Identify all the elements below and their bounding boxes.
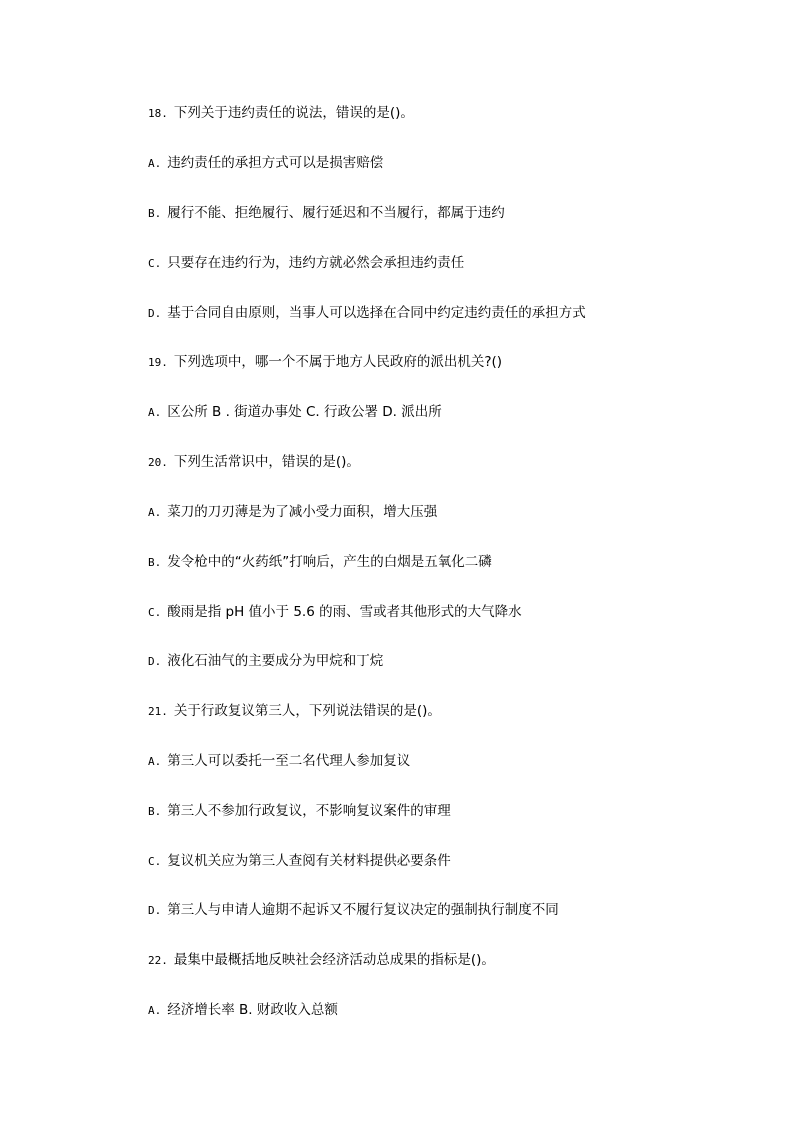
option-label: C. xyxy=(148,606,162,619)
option-text: 经济增长率 B. 财政收入总额 xyxy=(167,1002,338,1018)
option-text: 第三人与申请人逾期不起诉又不履行复议决定的强制执行制度不同 xyxy=(167,902,559,918)
option-20-c xyxy=(148,602,522,622)
options-19 xyxy=(148,402,442,422)
option-21-c xyxy=(148,851,451,871)
option-text: 复议机关应为第三人查阅有关材料提供必要条件 xyxy=(167,853,451,869)
option-18-c xyxy=(148,253,464,273)
line-text: 下列生活常识中，错误的是()。 xyxy=(173,454,360,470)
question-22 xyxy=(148,950,495,970)
option-label: B. xyxy=(148,556,162,569)
option-21-a xyxy=(148,751,410,771)
question-19 xyxy=(148,352,502,372)
option-label: A. xyxy=(148,1004,162,1017)
option-21-b xyxy=(148,801,451,821)
option-text: 第三人不参加行政复议，不影响复议案件的审理 xyxy=(167,803,451,819)
option-text: 违约责任的承担方式可以是损害赔偿 xyxy=(167,155,384,171)
option-text: 履行不能、拒绝履行、履行延迟和不当履行，都属于违约 xyxy=(167,205,505,221)
option-20-d xyxy=(148,651,383,671)
option-18-d xyxy=(148,303,586,323)
option-label: C. xyxy=(148,855,162,868)
option-text: 第三人可以委托一至二名代理人参加复议 xyxy=(167,753,411,769)
line-number: 22. xyxy=(148,954,168,967)
option-label: A. xyxy=(148,506,162,519)
option-18-b xyxy=(148,203,505,223)
line-text: 关于行政复议第三人，下列说法错误的是()。 xyxy=(173,703,441,719)
option-text: 基于合同自由原则，当事人可以选择在合同中约定违约责任的承担方式 xyxy=(167,305,586,321)
question-21 xyxy=(148,701,441,721)
option-label: D. xyxy=(148,307,162,320)
option-label: D. xyxy=(148,655,162,668)
option-label: A. xyxy=(148,406,162,419)
option-label: C. xyxy=(148,257,162,270)
question-20 xyxy=(148,452,360,472)
option-label: A. xyxy=(148,157,162,170)
option-text: 区公所 B . 街道办事处 C. 行政公署 D. 派出所 xyxy=(167,404,442,420)
option-label: B. xyxy=(148,805,162,818)
option-label: A. xyxy=(148,755,162,768)
option-text: 发令枪中的“火药纸”打响后，产生的白烟是五氧化二磷 xyxy=(167,554,492,570)
option-label: D. xyxy=(148,904,162,917)
line-text: 最集中最概括地反映社会经济活动总成果的指标是()。 xyxy=(173,952,495,968)
option-18-a xyxy=(148,153,383,173)
line-number: 20. xyxy=(148,456,168,469)
line-text: 下列关于违约责任的说法，错误的是()。 xyxy=(173,105,414,121)
option-text: 菜刀的刀刃薄是为了减小受力面积，增大压强 xyxy=(167,504,438,520)
line-text: 下列选项中，哪一个不属于地方人民政府的派出机关?() xyxy=(173,354,503,370)
options-22 xyxy=(148,1000,338,1020)
option-label: B. xyxy=(148,207,162,220)
line-number: 19. xyxy=(148,356,168,369)
option-text: 酸雨是指 pH 值小于 5.6 的雨、雪或者其他形式的大气降水 xyxy=(167,604,522,620)
option-text: 液化石油气的主要成分为甲烷和丁烷 xyxy=(167,653,384,669)
option-21-d xyxy=(148,900,559,920)
line-number: 21. xyxy=(148,705,168,718)
option-text: 只要存在违约行为，违约方就必然会承担违约责任 xyxy=(167,255,465,271)
line-number: 18. xyxy=(148,107,168,120)
option-20-b xyxy=(148,552,492,572)
question-18 xyxy=(148,103,414,123)
option-20-a xyxy=(148,502,437,522)
